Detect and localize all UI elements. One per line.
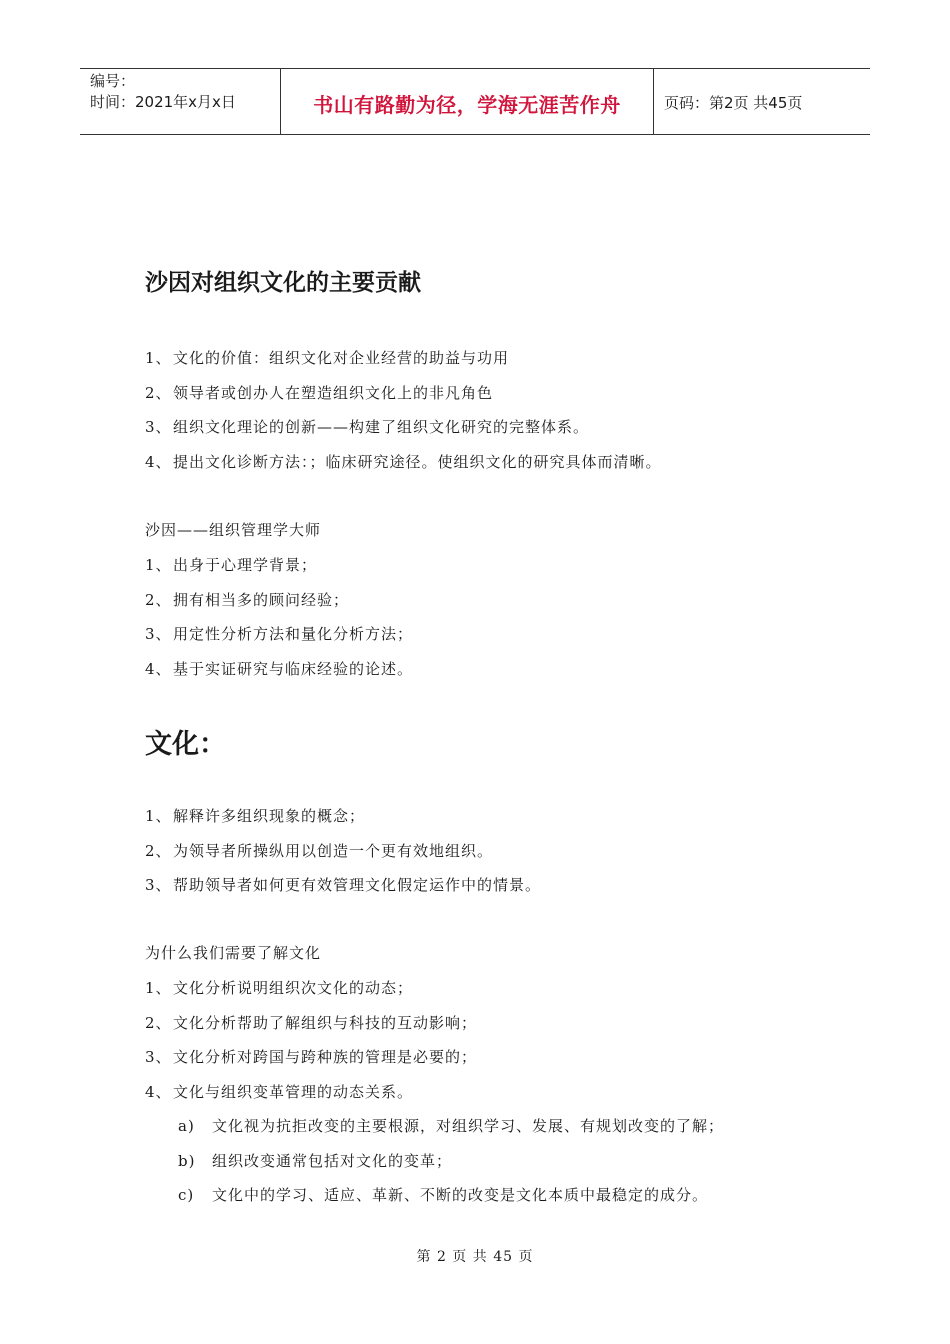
list-item: 2、为领导者所操纵用以创造一个更有效地组织。: [145, 841, 494, 860]
list-item: 3、用定性分析方法和量化分析方法；: [145, 625, 414, 643]
caption-schein-master: 沙因——组织管理学大师: [145, 521, 322, 539]
list-item: 1、文化的价值：组织文化对企业经营的助益与功用: [145, 349, 510, 367]
sublist-item: b) 组织改变通常包括对文化的变革；: [178, 1151, 453, 1170]
schein-background-list: [145, 554, 413, 692]
section-title-culture: 文化：: [145, 729, 226, 760]
sublist-item: c) 文化中的学习、适应、革新、不断的改变是文化本质中最稳定的成分。: [178, 1186, 709, 1204]
list-item: 1、解释许多组织现象的概念；: [145, 807, 366, 825]
document-number-label: 编号：: [90, 72, 136, 90]
list-item: 4、提出文化诊断方法：；临床研究途径。使组织文化的研究具体而清晰。: [145, 452, 662, 471]
header-meta: [80, 69, 281, 134]
header-page-info: 页码：第2页 共45页: [664, 94, 803, 112]
caption-why-understand: 为什么我们需要了解文化: [145, 944, 322, 962]
list-item: 3、组织文化理论的创新——构建了组织文化研究的完整体系。: [145, 418, 590, 436]
list-item: 2、拥有相当多的顾问经验；: [145, 590, 350, 609]
list-item: 4、基于实证研究与临床经验的论述。: [145, 659, 414, 678]
document-time-label: 时间：2021年x月x日: [90, 93, 236, 111]
section-title-contributions: 沙因对组织文化的主要贡献: [145, 270, 421, 296]
list-item: 2、文化分析帮助了解组织与科技的互动影响；: [145, 1013, 478, 1032]
list-item: 2、领导者或创办人在塑造组织文化上的非凡角色: [145, 383, 494, 402]
change-sublist: [178, 1115, 724, 1219]
page-footer: 第 2 页 共 45 页: [416, 1249, 534, 1265]
header-motto: 书山有路勤为径，学海无涯苦作舟: [313, 93, 621, 117]
list-item: 3、帮助领导者如何更有效管理文化假定运作中的情景。: [145, 876, 542, 894]
list-item: 1、文化分析说明组织次文化的动态；: [145, 979, 414, 997]
sublist-item: a) 文化视为抗拒改变的主要根源，对组织学习、发展、有规划改变的了解；: [178, 1117, 725, 1135]
page-header: [80, 68, 870, 135]
why-culture-list: [145, 977, 477, 1115]
list-item: 1、出身于心理学背景；: [145, 556, 318, 574]
culture-list: [145, 805, 541, 909]
contributions-list: [145, 347, 662, 485]
list-item: 3、文化分析对跨国与跨种族的管理是必要的；: [145, 1048, 478, 1066]
header-motto-cell: [281, 69, 654, 134]
list-item: 4、文化与组织变革管理的动态关系。: [145, 1082, 414, 1101]
